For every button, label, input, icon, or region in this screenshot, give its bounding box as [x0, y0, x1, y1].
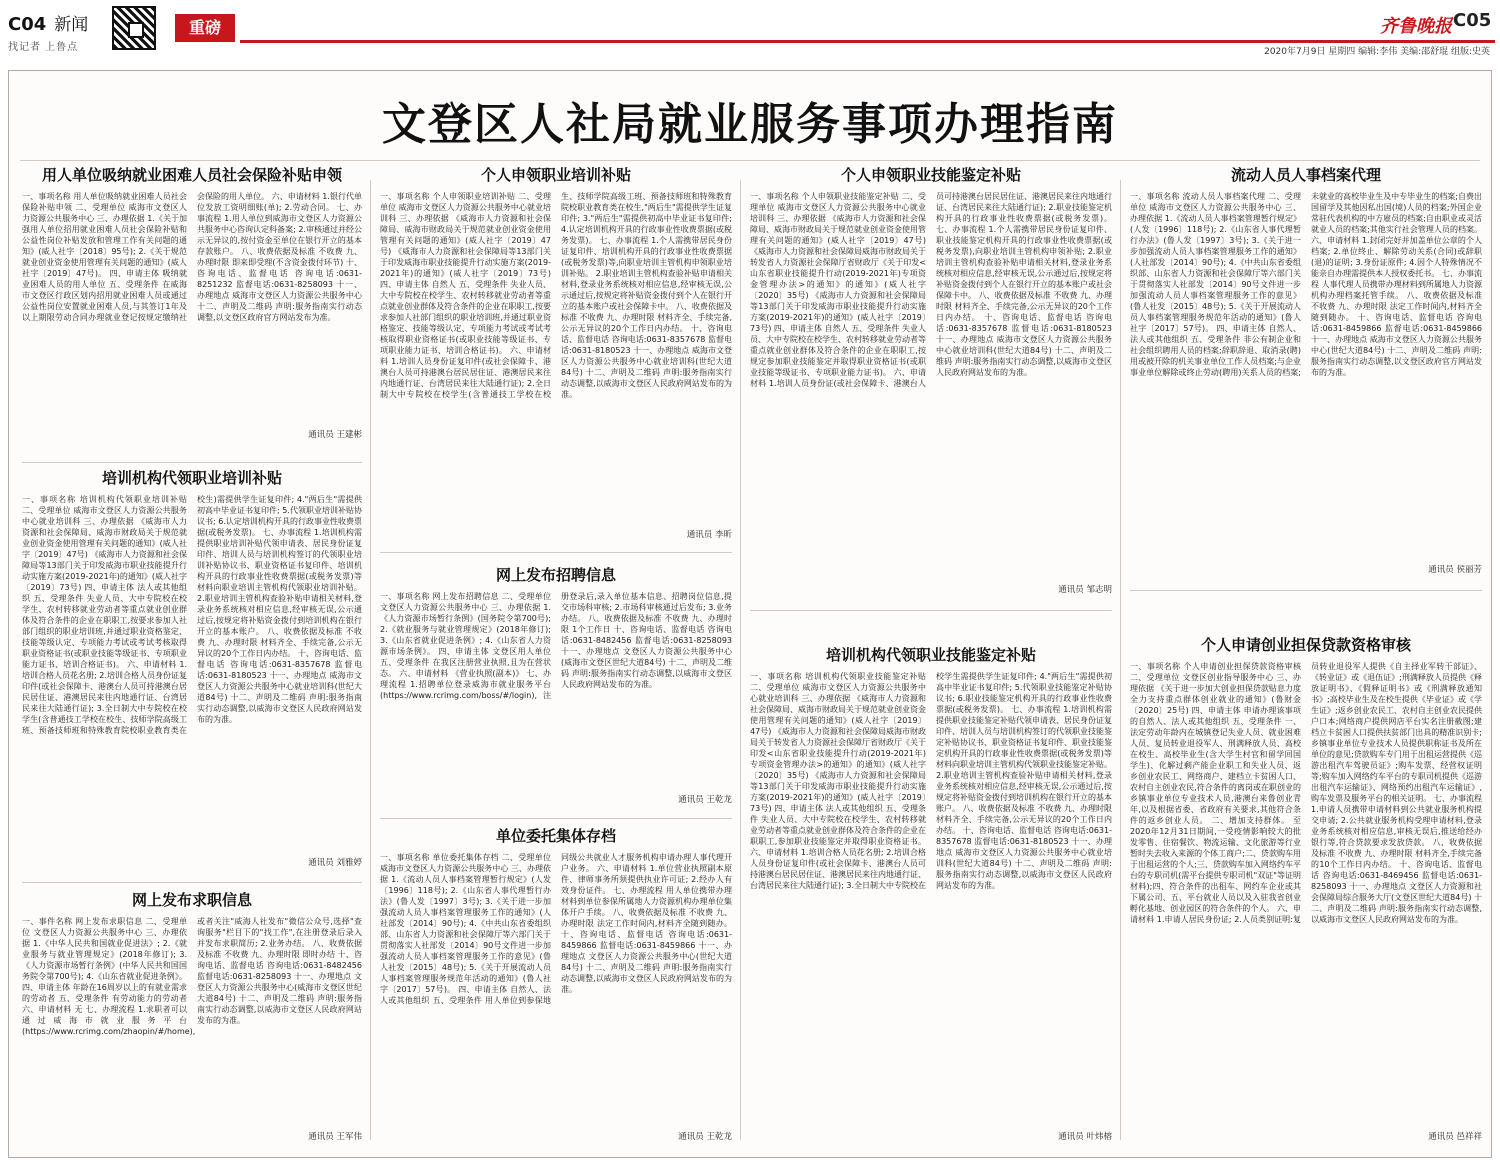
section-name: 新闻 [54, 15, 89, 35]
article-10 [1130, 635, 1482, 1152]
qr-code-icon [112, 6, 156, 50]
article-8 [750, 645, 1112, 1152]
article-7 [750, 165, 1112, 605]
article-byline: 通讯员 王乾龙 [678, 795, 732, 805]
article-byline: 通讯员 刘雅婷 [308, 858, 362, 868]
column-separator [370, 180, 371, 1140]
article-byline: 通讯员 王乾龙 [678, 1132, 732, 1142]
header-rule [240, 40, 1495, 43]
page-header [0, 0, 1500, 60]
article-separator [380, 552, 732, 553]
article-9 [1130, 165, 1482, 585]
article-body: 一、事项名称 用人单位吸纳就业困难人员社会保险补贴申领 二、受理单位 威海市文登区人力资源公共服务中心 三、办理依据 1.《关于加强用人单位招用就业困难人员社会保险补贴和公益性岗位补贴发放和管理工作有关问题的通知》(威人社字〔2018〕95号); 2.《关于规范就业创业资金使用管理有关问题的通知》(威人社字〔2019〕47号)。 四、申请主体 吸纳就业困难人员的用人单位 五、受理条件 在威海市文登区行政区划内招用就业困难人员或通过公益性岗位安置就业困难人员,与其签订1年及以上期限劳动合同办理就业登记按规定缴纳社会保险的用人单位。 六、申请材料 1.银行代单位发放工资明细账(单); 2.劳动合同。 七、办事流程 1.用人单位到威海市文登区人力资源公共服务中心咨询认定科备案; 2.审核通过并经公示无异议的,按付资金至单位在银行开立的基本存款账户。 八、收费依据及标准 不收费 九、办理时限 即来即受理(不含资金拨付环节) 十、咨询电话、监督电话 咨询电话:0631-8251232 监督电话:0631-8258093 十一、办理地点 威海市文登区人力资源公共服务中心 十二、声明及二维码 声明:服务指南实行动态调整,以文登区政府官方网站发布为准。 [22, 192, 362, 322]
article-5 [380, 565, 732, 815]
article-separator [750, 610, 1112, 611]
article-separator [22, 462, 362, 463]
page-number-right: C05 [1453, 10, 1492, 31]
article-body: 一、事项名称 个人申请创业担保贷款资格审核 二、受理单位 文登区创业指导服务中心 三、办理依据 《关于进一步加大创业担保贷款贴息力度全力支持重点群体创业就业的通知》(鲁财金〔2020〕25号) 四、申请主体 申请办理该事项的自然人、法人或其他组织 五、受理条件 一、法定劳动年龄内在城镇登记失业人员、就业困难人员、复员转业退役军人、刑满释放人员、高校在校生、高校毕业生(含大学生村官和留学回国学生)、化解过剩产能企业职工和失业人员、返乡创业农民工、网络商户、建档立卡贫困人口、农村自主创业农民,符合条件的离岗或在职创业的乡镇事业单位专业技术人员,港澳台来鲁创业青年,以及根据省委、省政府有关要求,其他符合条件的返乡创业人员。 二、增加支持群体。 至2020年12月31日期间,一受疫情影响较大的批发零售、住宿餐饮、物流运输、文化旅游等行业暂时失去收入来源的个体工商户;二、贷款购车用于出租运营的个人;三、贷款购车加入网络约车平台的专职司机(需平台提供专职司机"双证"等证明材料);四、符合条件的出租车、网约车企业或其下属公司、五、平台就业人员以及入驻我省创业孵化基地、创业园区的符合条件的个人。 六、申请材料 1.申请人居民身份证; 2.人员类别证明:复员转业退役军人提供《自主择业军转干部证》、《转业证》或《退伍证》;刑满释放人员提供《释放证明书》、《假释证明书》或《刑满释放通知书》;高校毕业生及在校生提供《毕业证》或《学生证》;返乡创业农民工、农村自主创业农民提供户口本;网络商户提供网店平台实名注册截图;建档立卡贫困人口提供扶贫部门出具的精准识别卡;乡镇事业单位专业技术人员提供职称证书及所在单位的意见;贷款购车专门用于出租运营提供《巡游出租汽车驾驶员证》;购车发票、经营权证明等;购车加入网络约车平台的专职司机提供《巡游出租汽车运输证》、网络预约出租汽车运输证》,购车发票及服务平台的相关证明。 七、办事流程 1.申请人员携带申请材料到公共就业服务机构提交申请; 2.公共就业服务机构受理申请材料,登录业务系统核对相应信息,审核无误后,推送给经办银行等,符合贷款要求发放贷款。 八、收费依据及标准 不收费 九、办理时限 材料齐全,手续完备的10个工作日内办结。 十、咨询电话、监督电话 咨询电话:0631-8469456 监督电话:0631-8258093 十一、办理地点 文登区人力资源和社会保障局综合服务大厅(文登区世纪大道84号) 十二、声明及二维码 声明:服务指南实行动态调整,以威海市文登区人民政府网站发布的为准。 [1130, 662, 1482, 924]
article-title: 单位委托集体存档 [495, 827, 616, 845]
article-byline: 通讯员 侯丽芳 [1428, 565, 1482, 575]
column-separator [1120, 180, 1121, 1140]
article-body: 一、事件名称 网上发布求职信息 二、受理单位 文登区人力资源公共服务中心 三、办理依据 1.《中华人民共和国就业促进法》; 2.《就业服务与就业管理规定》(2018年修订); 3.《人力资源市场暂行条例》(中华人民共和国国务院令第700号); 4.《山东省就业促进条例》。 四、申请主体 年龄在16周岁以上的有就业需求的劳动者 五、受理条件 有劳动能力的劳动者 六、申请材料 无 七、办理流程 1.求职者可以通过威海市就业服务平台(https://www.rcrimg.com/zhaopin/#/home),或者关注"威海人社发布"微信公众号,选择"查询服务"栏目下的"找工作",在注册登录后录入并发布求职简历; 2.业务办结。 八、收费依据及标准 不收费 九、办理时限 即时办结 十、咨询电话、监督电话 咨询电话:0631-8482456 监督电话:0631-8258093 十一、办理地点 文登区人力资源公共服务中心(威海市文登区世纪大道84号) 十二、声明及二维码 声明:服务指南实行动态调整,以威海市文登区人民政府网站发布的为准。 [22, 917, 362, 1036]
newspaper-logo: 齐鲁晚报 [1380, 16, 1452, 37]
article-body: 一、事项名称 个人申领职业技能鉴定补贴 二、受理单位 威海市文登区人力资源公共服务中心就业培训科 三、办理依据 《威海市人力资源和社会保障局、威海市财政局关于规范就业创业资金使用管理有关问题的通知》(威人社字〔2019〕47号) 《威海市人力资源和社会保障局威海市财政局关于转发省人力资源社会保障厅省财政厅《关于印发<山东省职业技能提升行动(2019-2021年)专项资金管理办法>的通知》的通知》(威人社字〔2020〕35号) 《威海市人力资源和社会保障局等13部门关于印发威海市职业技能提升行动实施方案(2019-2021年)的通知》(威人社字〔2019〕73号) 四、申请主体 自然人 五、受理条件 失业人员、大中专院校在校学生、农村转移就业劳动者等重点就业创业群体及符合条件的企业在职职工,按规定参加职业技能鉴定并取得职业资格证书(或职业技能等级证书、专项职业能力证书)。 六、申请材料 1.培训人员身份证(或社会保障卡、港澳台人员可持港澳台居民居住证、港澳居民来往内地通行证、台湾居民来往大陆通行证); 2.职业技能鉴定机构开具的行政事业性收费票据(或税务发票)。 七、办事流程 1.个人需携带居民身份证复印件、职业技能鉴定机构开具的行政事业性收费票据(或税务发票),向职业培训主管机构申领补贴; 2.职业培训主管机构查验补贴申请相关材料,登录业务系统核对相应信息,经审核无误,公示通过后,按规定将补贴资金拨付到个人在银行开立的基本账户或社会保障卡中。 八、收费依据及标准 不收费 九、办理时限 材料齐全、手续完备,公示无异议的20个工作日内办结。 十、咨询电话、监督电话 咨询电话:0631-8357678 监督电话:0631-8180523 十一、办理地点 威海市文登区人力资源公共服务中心就业培训科(世纪大道84号) 十二、声明及二维码 声明:服务指南实行动态调整,以威海市文登区人民政府网站发布的为准。 [750, 192, 1112, 388]
article-byline: 通讯员 李昕 [686, 530, 732, 540]
article-title: 培训机构代领职业培训补贴 [101, 469, 282, 487]
article-title: 个人申领职业培训补贴 [480, 166, 631, 184]
article-body: 一、事项名称 网上发布招聘信息 二、受理单位 文登区人力资源公共服务中心 三、办理依据 1.《人力资源市场暂行条例》(国务院令第700号); 2.《就业服务与就业管理规定》(2018年修订); 3.《山东省就业促进条例》; 4.《山东省人力资源市场条例》。 四、申请主体 文登区用人单位 五、受理条件 在我区注册营业执照,且为在营状态。 六、申请材料 《营业执照(副本)》 七、办理流程 1.招聘单位登录威海市就业服务平台(https://www.rcrimg.com/boss/#/login),注册登录后,录入单位基本信息、招聘岗位信息,提交市场科审核; 2.市场科审核通过后发布; 3.业务办结。 八、收费依据及标准 不收费 九、办理时限 1个工作日 十、咨询电话、监督电话 咨询电话:0631-8482456 监督电话:0631-8258093 十一、办理地点 文登区人力资源公共服务中心(威海市文登区世纪大道84号) 十二、声明及二维码 声明:服务指南实行动态调整,以威海市文登区人民政府网站发布的为准。 [380, 592, 732, 700]
article-byline: 通讯员 叶炜榕 [1058, 1132, 1112, 1142]
article-title: 网上发布招聘信息 [495, 566, 616, 584]
article-4 [380, 165, 732, 550]
page-number-left: C04 新闻 [8, 14, 89, 35]
article-title: 个人申请创业担保贷款资格审核 [1200, 636, 1411, 654]
article-byline: 通讯员 邑祥祥 [1428, 1132, 1482, 1142]
article-byline: 通讯员 王建彬 [308, 430, 362, 440]
article-1 [22, 165, 362, 460]
article-body: 一、事项名称 单位委托集体存档 二、受理单位 威海市文登区人力资源公共服务中心 三、办理依据 1.《流动人员人事档案管理暂行规定》(人发〔1996〕118号); 2.《山东省人事代理暂行办法》(鲁人发〔1997〕3号); 3.《关于进一步加强流动人员人事档案管理服务工作的通知》(人社部发〔2014〕90号); 4.《中共山东省委组织部、山东省人力资源和社会保障厅等六部门关于贯彻落实人社部发〔2014〕90号文件进一步加强流动人员人事档案管理服务工作的意见》(鲁人社发〔2015〕48号); 5.《关于开展流动人员人事档案管理服务规范年活动的通知》(鲁人社字〔2017〕57号)。 四、申请主体 自然人、法人或其他组织 五、受理条件 用人单位到参保地同级公共就业人才服务机构申请办理人事代理开户业务。 六、申请材料 1.单位营业执照副本原件、律师事务所须提供执业许可证; 2.经办人有效身份证件。 七、办理流程 用人单位携带办理材料到单位参保所属地人力资源机构办理单位集体开户手续。 八、收费依据及标准 不收费 九、办理时限 法定工作时间内,材料齐全随到随办。 十、咨询电话、监督电话 咨询电话:0631-8459866 监督电话:0631-8459866 十一、办理地点 文登区人力资源公共服务中心(世纪大道84号) 十二、声明及二维码 声明:服务指南实行动态调整,以威海市文登区人民政府网站发布的为准。 [380, 853, 732, 1005]
article-title: 网上发布求职信息 [131, 891, 252, 909]
article-separator [22, 882, 362, 883]
article-body: 一、事项名称 个人申领职业培训补贴 二、受理单位 威海市文登区人力资源公共服务中心就业培训科 三、办理依据 《威海市人力资源和社会保障局、威海市财政局关于规范就业创业资金使用管理有关问题的通知》(威人社字〔2019〕47号) 《威海市人力资源和社会保障局等13部门关于印发威海市职业技能提升行动实施方案(2019-2021年)的通知》(威人社字〔2019〕73号) 四、申请主体 自然人 五、受理条件 失业人员、大中专院校在校学生、农村转移就业劳动者等重点就业创业群体及符合条件的企业在职职工,按要求参加人社部门组织的职业培训班,并通过职业资格鉴定、技能等级认定、专项能力考试或考试考核取得职业资格证书(或职业技能等级证书、专项职业能力证书、培训合格证书)。 六、申请材料 1.培训人员身份证复印件(或社会保障卡、港澳台人员可持港澳台居民居住证、港澳居民来往内地通行证、台湾居民来往大陆通行证); 2.全日制大中专院校在校学生(含普通技工学校在校生、技师学院高级工班、预备技师班和特殊教育院校职业教育类在校生,"两后生"需提供学生证复印件; 3."两后生"需提供初高中毕业证书复印件; 4.认定培训机构开具的行政事业性收费票据(或税务发票)。 七、办事流程 1.个人需携带居民身份证复印件、培训机构开具的行政事业性收费票据(或税务发票)等,向职业培训主管机构申领职业培训补贴。 2.职业培训主管机构查验补贴申请相关材料,登录业务系统核对相应信息,经审核无误,公示通过后,按规定将补贴资金拨付到个人在银行开立的基本账户或社会保障卡中。 八、收费依据及标准 不收费 九、办理时限 材料齐全、手续完备,公示无异议的20个工作日内办结。 十、咨询电话、监督电话 咨询电话:0631-8357678 监督电话:0631-8180523 十一、办理地点 威海市文登区人力资源公共服务中心就业培训科(世纪大道84号) 十二、声明及二维码 声明:服务指南实行动态调整,以威海市文登区人民政府网站发布的为准。 [380, 192, 732, 399]
article-title: 用人单位吸纳就业困难人员社会保险补贴申领 [41, 166, 342, 184]
article-byline: 通讯员 邹志明 [1058, 585, 1112, 595]
article-byline: 通讯员 王军伟 [308, 1132, 362, 1142]
article-3 [22, 890, 362, 1152]
article-body: 一、事项名称 流动人员人事档案代理 二、受理单位 威海市文登区人力资源公共服务中心 三、办理依据 1.《流动人员人事档案管理暂行规定》(人发〔1996〕118号); 2.《山东省人事代理暂行办法》(鲁人发〔1997〕3号); 3.《关于进一步加强流动人员人事档案管理服务工作的通知》(人社部发〔2014〕90号); 4.《中共山东省委组织部、山东省人力资源和社会保障厅等六部门关于贯彻落实人社部发〔2014〕90号文件进一步加强流动人员人事档案管理服务工作的意见》(鲁人社发〔2015〕48号); 5.《关于开展流动人员人事档案管理服务规范年活动的通知》(鲁人社字〔2017〕57号)。 四、申请主体 自然人、法人或其他组织 五、受理条件 非公有制企业和社会组织聘用人员的档案;辞职辞退、取消录(聘)用或被开除的机关事业单位工作人员档案;与企业事业单位解除或终止劳动(聘用)关系人员的档案;未就业的高校毕业生及中专毕业生的档案;自费出国留学及其他因私出国(境)人员的档案;外国企业常驻代表机构的中方雇员的档案;自由职业或灵活就业人员的档案;其他实行社会管理人员的档案。 六、申请材料 1.封闭完好并加盖单位公章的个人档案; 2.单位终止、解除劳动关系(合同)或辞职(退)的证明; 3.身份证原件; 4.因个人特殊情况不能亲自办理需提供本人授权委托书。 七、办事流程 人事代理人员携带办理材料到所属地人力资源机构办理档案托管手续。 八、收费依据及标准 不收费 九、办理时限 法定工作时间内,材料齐全随到随办。 十、咨询电话、监督电话 咨询电话:0631-8459866 监督电话:0631-8459866 十一、办理地点 威海市文登区人力资源公共服务中心(世纪大道84号) 十二、声明及二维码 声明:服务指南实行动态调整,以文登区政府官方网站发布的为准。 [1130, 192, 1482, 377]
article-title: 流动人员人事档案代理 [1230, 166, 1381, 184]
article-6 [380, 826, 732, 1152]
article-body: 一、事项名称 培训机构代领职业培训补贴 二、受理单位 威海市文登区人力资源公共服务中心就业培训科 三、办理依据 《威海市人力资源和社会保障局、威海市财政局关于规范就业创业资金使用管理有关问题的通知》(威人社字〔2019〕47号) 《威海市人力资源和社会保障局等13部门关于印发威海市职业技能提升行动实施方案(2019-2021年)的通知》(威人社字〔2019〕73号) 四、申请主体 法人或其他组织 五、受理条件 失业人员、大中专院校在校学生、农村转移就业劳动者等重点就业创业群体及符合条件的企业在职职工,按要求参加人社部门组织的职业培训班,并通过职业资格鉴定、技能等级认定、专项能力考试或考试考核取得职业资格证书(或职业技能等级证书、专项职业能力证书、培训合格证书)。 六、申请材料 1.培训合格人员花名册; 2.培训合格人员身份证复印件(或社会保障卡、港澳台人员可持港澳台居民居住证、港澳居民来往内地通行证、台湾居民来往大陆通行证); 3.全日制大中专院校在校学生(含普通技工学校在校生、技师学院高级工班、预备技师班和特殊教育院校职业教育类在校生)需提供学生证复印件; 4."两后生"需提供初高中毕业证书复印件; 5.代领职业培训补贴协议书; 6.认定培训机构开具的行政事业性收费票据(或税务发票)。 七、办事流程 1.培训机构需提供职业培训补贴代领申请表、居民身份证复印件、培训人员与培训机构签订的代领职业培训补贴协议书、职业资格证书复印件、培训机构开具的行政事业性收费票据(或税务发票)等材料向职业培训主管机构代领职业培训补贴。 2.职业培训主管机构查验补贴申请相关材料,登录业务系统核对相应信息,经审核无误,公示通过后,按规定将补贴资金拨付到培训机构在银行开立的基本账户。 八、收费依据及标准 不收费 九、办理时限 材料齐全、手续完备,公示无异议的20个工作日内办结。 十、咨询电话、监督电话 咨询电话:0631-8357678 监督电话:0631-8180523 十一、办理地点 威海市文登区人力资源公共服务中心就业培训科(世纪大道84号) 十二、声明及二维码 声明:服务指南实行动态调整,以威海市文登区人民政府网站发布的为准。 [22, 495, 362, 735]
issue-meta: 2020年7月9日 星期四 编辑:李伟 美编:邵舒琨 组版:史英 [1264, 47, 1490, 57]
column-separator [740, 180, 741, 1140]
section-tag: 重磅 [175, 14, 235, 42]
article-title: 培训机构代领职业技能鉴定补贴 [825, 646, 1036, 664]
article-body: 一、事项名称 培训机构代领职业技能鉴定补贴 二、受理单位 威海市文登区人力资源公共服务中心就业培训科 三、办理依据 《威海市人力资源和社会保障局、威海市财政局关于规范就业创业资金使用管理有关问题的通知》(威人社字〔2019〕47号) 《威海市人力资源和社会保障局威海市财政局关于转发省人力资源社会保障厅省财政厅《关于印发<山东省职业技能提升行动(2019-2021年)专项资金管理办法>的通知》的通知》(威人社字〔2020〕35号) 《威海市人力资源和社会保障局等13部门关于印发威海市职业技能提升行动实施方案(2019-2021年)的通知》(威人社字〔2019〕73号) 四、申请主体 法人或其他组织 五、受理条件 失业人员、大中专院校在校学生、农村转移就业劳动者等重点就业创业群体及符合条件的企业在职职工,参加职业技能鉴定并取得职业资格证书。 六、申请材料 1.培训合格人员花名册; 2.培训合格人员身份证复印件(或社会保障卡、港澳台人员可持港澳台居民居住证、港澳居民来往内地通行证、台湾居民来往大陆通行证); 3.全日制大中专院校在校学生需提供学生证复印件; 4."两后生"需提供初高中毕业证书复印件; 5.代领职业技能鉴定补贴协议书; 6.职业技能鉴定机构开具的行政事业性收费票据(或税务发票)。 七、办事流程 1.培训机构需提供职业技能鉴定补贴代领申请表、居民身份证复印件、培训人员与培训机构签订的代领职业技能鉴定补贴协议书、职业资格证书复印件、职业技能鉴定机构开具的行政事业性收费票据(或税务发票)等材料向职业培训主管机构代领职业技能鉴定补贴。 2.职业培训主管机构查验补贴申请相关材料,登录业务系统核对相应信息,经审核无误,公示通过后,按规定将补贴资金拨付到培训机构在银行开立的基本账户。 八、收费依据及标准 不收费 九、办理时限 材料齐全、手续完备,公示无异议的20个工作日内办结。 十、咨询电话、监督电话 咨询电话:0631-8357678 监督电话:0631-8180523 十一、办理地点 威海市文登区人力资源公共服务中心就业培训科(世纪大道84号) 十二、声明及二维码 声明:服务指南实行动态调整,以威海市文登区人民政府网站发布的为准。 [750, 672, 1112, 890]
page-headline: 文登区人社局就业服务事项办理指南 [382, 99, 1118, 150]
headline-divider [20, 160, 1480, 161]
article-separator [1130, 590, 1482, 591]
article-separator [380, 818, 732, 819]
article-2 [22, 468, 362, 880]
header-subtitle: 找记者 上鲁点 [8, 42, 79, 53]
article-title: 个人申领职业技能鉴定补贴 [840, 166, 1021, 184]
